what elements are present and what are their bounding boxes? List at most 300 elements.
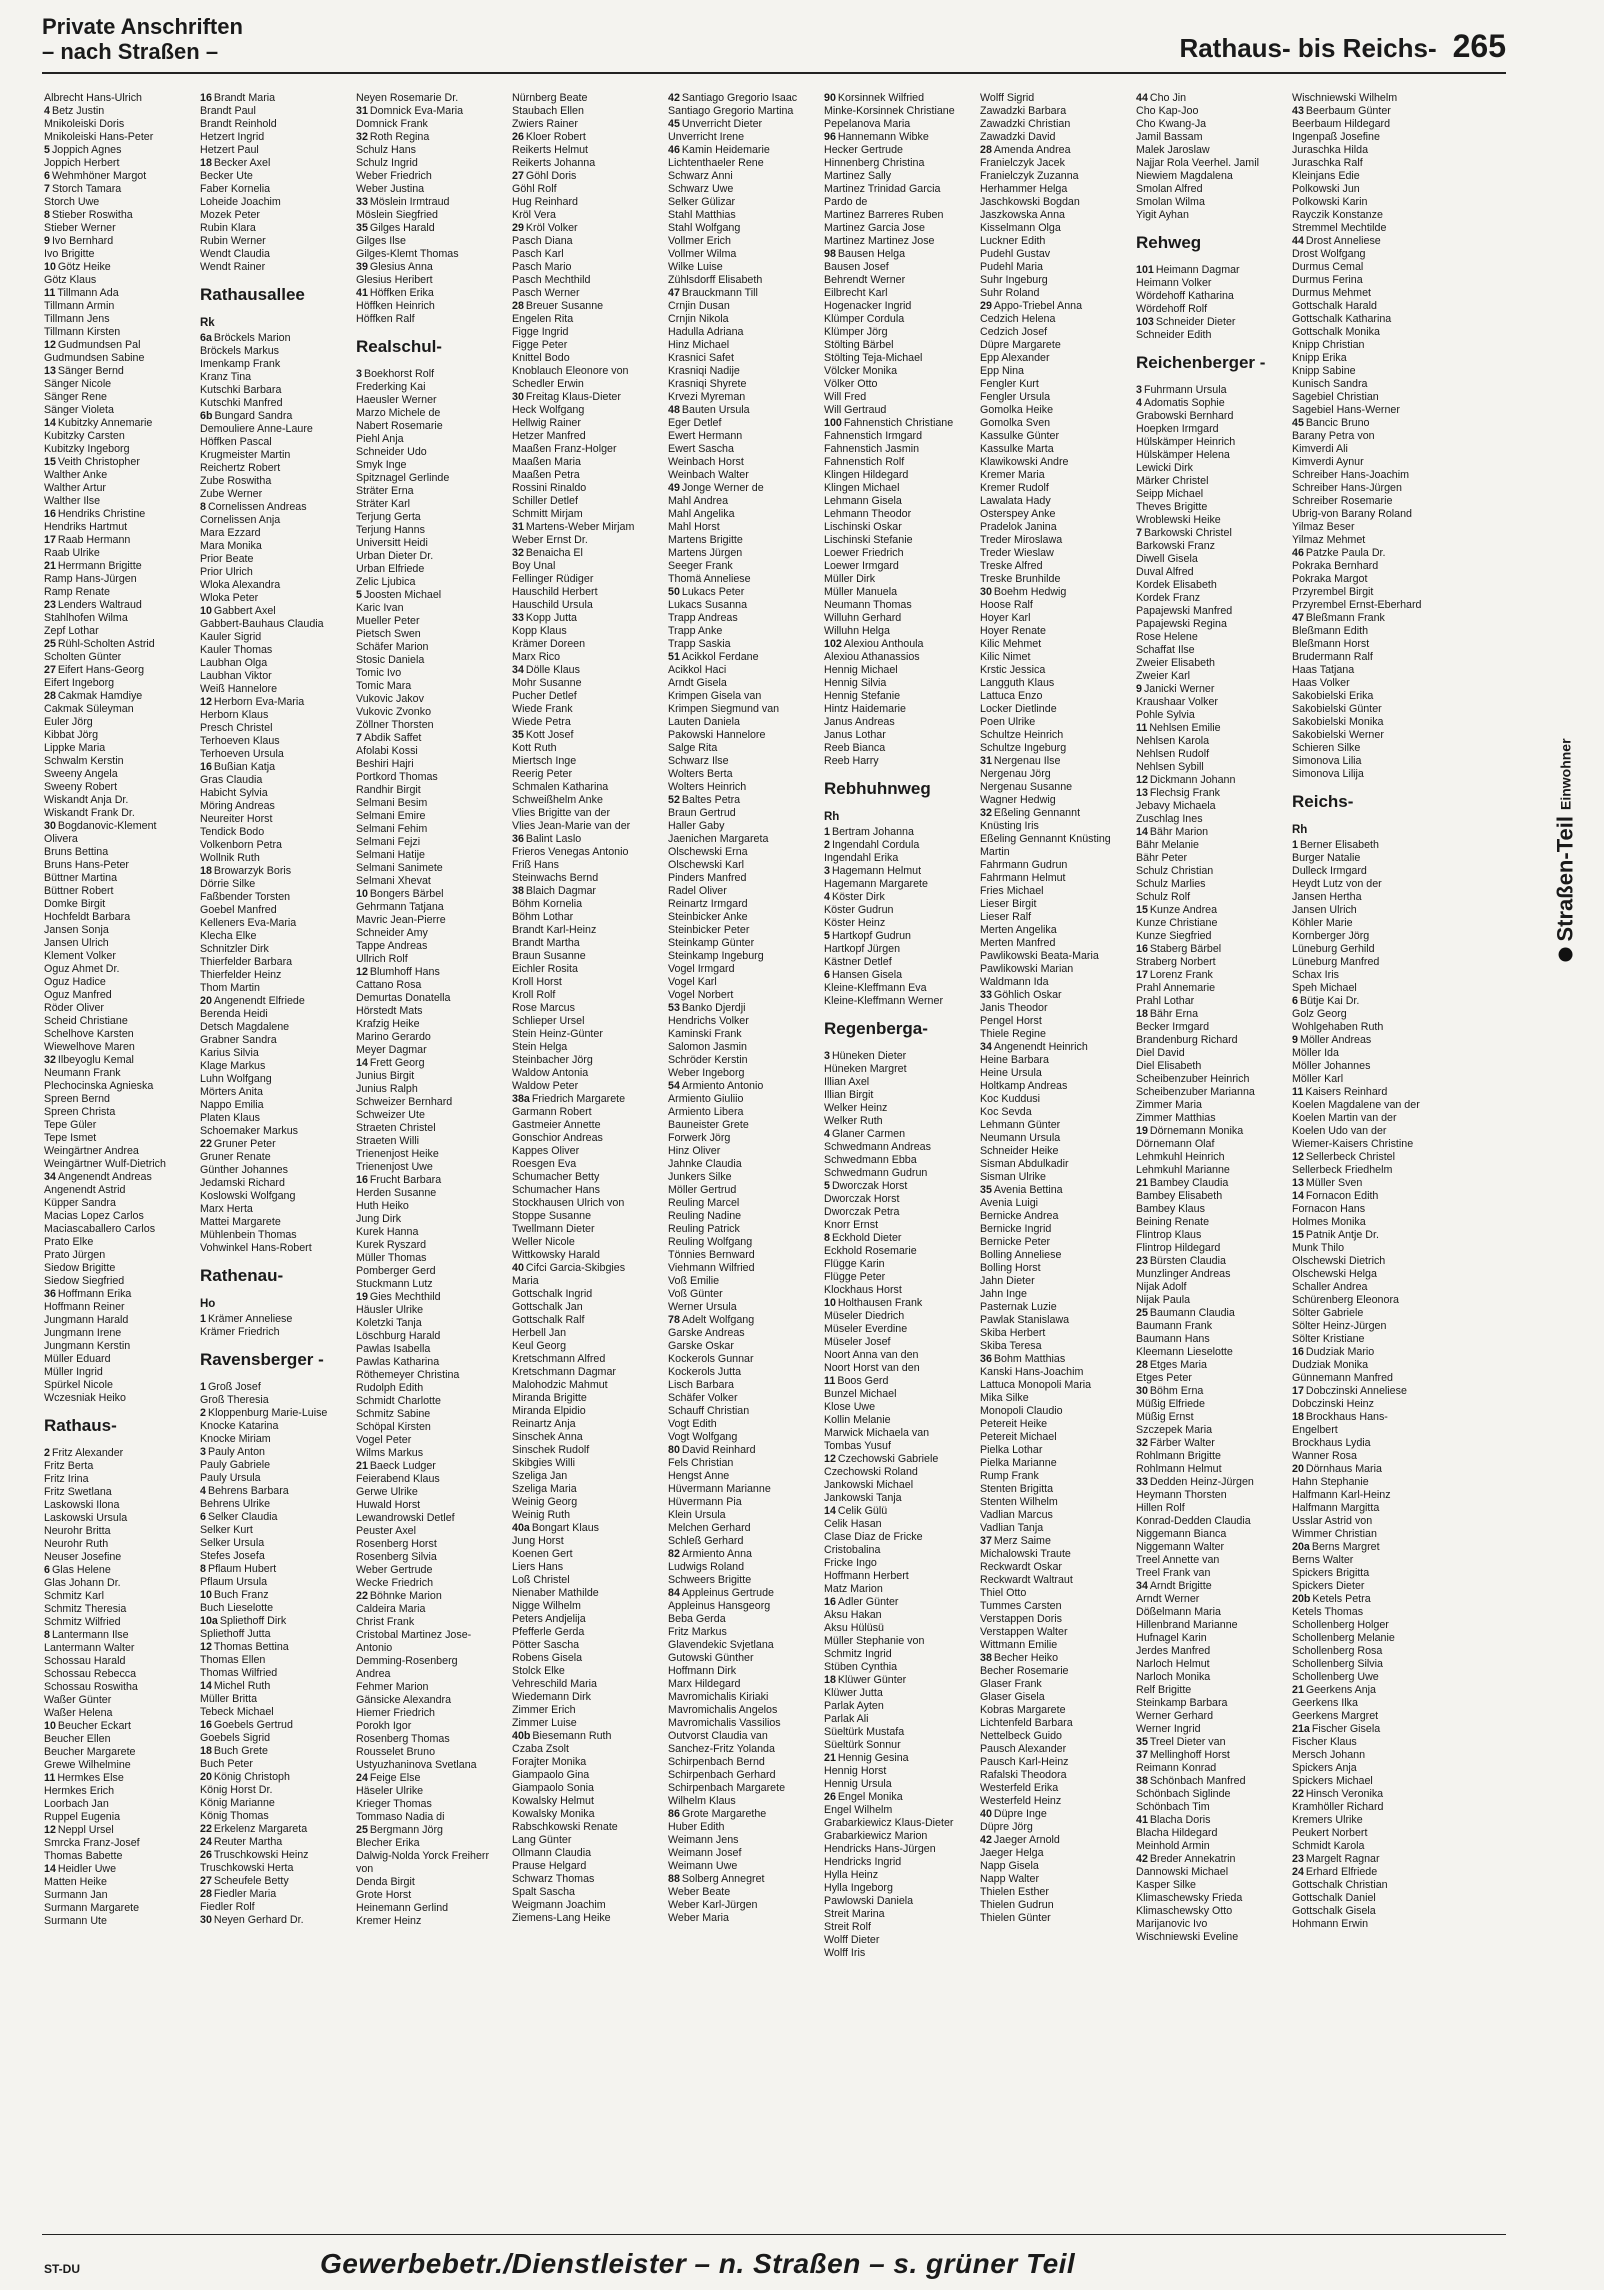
resident-name: Habicht Sylvia [200,787,268,799]
resident-entry [668,1886,820,1899]
resident-name: Oguz Manfred [44,989,112,1001]
side-label-small: Einwohner [1558,738,1575,811]
resident-name: Junius Birgit [356,1070,415,1082]
resident-name: Pasch Karl [512,248,564,260]
resident-name: Pasch Diana [512,235,573,247]
resident-name: Wendt Rainer [200,261,266,273]
resident-name: Verstappen Walter [980,1626,1068,1638]
house-number: 103 [1136,316,1154,328]
resident-name: Maaßen Petra [512,469,580,481]
resident-name: Herbell Jan [512,1327,567,1339]
house-number: 40 [980,1808,992,1820]
resident-name: Treel Annette van [1136,1554,1220,1566]
resident-entry [44,417,196,430]
resident-entry [824,865,976,878]
resident-name: Usslar Astrid von [1292,1515,1373,1527]
resident-entry [824,1830,976,1843]
resident-entry [980,1782,1132,1795]
resident-name: Kurek Ryszard [356,1239,427,1251]
resident-entry [980,521,1132,534]
resident-entry [668,1756,820,1769]
resident-entry [668,391,820,404]
resident-name: Niewiem Magdalena [1136,170,1233,182]
resident-name: Grote Horst [356,1889,412,1901]
house-number: 37 [1136,1749,1148,1761]
resident-name: Heymann Thorsten [1136,1489,1227,1501]
resident-entry [980,326,1132,339]
resident-name: Bernicke Ingrid [980,1223,1052,1235]
house-number: 5 [44,144,50,156]
house-number: 14 [1136,826,1148,838]
resident-name: Trienenjost Uwe [356,1161,433,1173]
resident-name: Kott Josef [525,729,574,741]
header-title-line2: – nach Straßen – [42,39,219,64]
resident-entry [512,976,664,989]
resident-entry [1136,969,1288,982]
resident-entry [1136,514,1288,527]
resident-entry [512,1106,664,1119]
resident-entry [1292,716,1440,729]
resident-entry [356,1785,508,1798]
resident-name: Kappes Oliver [512,1145,580,1157]
resident-name: Kunisch Sandra [1292,378,1368,390]
resident-name: Brudermann Ralf [1292,651,1373,663]
resident-name: Berns Margret [1311,1541,1380,1553]
resident-entry [200,878,352,891]
resident-entry [44,1746,196,1759]
resident-name: Lüneburg Gerhild [1292,943,1375,955]
resident-entry [668,1860,820,1873]
resident-entry [356,589,508,602]
resident-entry [356,563,508,576]
house-number: 38 [1136,1775,1148,1787]
resident-name: Maria [512,1275,539,1287]
resident-name: Feierabend Klaus [356,1473,440,1485]
resident-name: Banko Djerdji [681,1002,746,1014]
house-number: 14 [44,1863,56,1875]
house-number: 12 [1136,774,1148,786]
resident-entry [1292,560,1440,573]
resident-name: Ketels Thomas [1292,1606,1364,1618]
resident-entry [356,144,508,157]
resident-entry [512,898,664,911]
house-number: 88 [668,1873,680,1885]
resident-name: Schmidt Karola [1292,1840,1365,1852]
resident-name: Kröl Volker [525,222,578,234]
resident-entry [1292,943,1440,956]
resident-entry [668,768,820,781]
resident-name: Jansen Ulrich [1292,904,1357,916]
house-number: 6a [200,332,212,344]
resident-entry [1136,631,1288,644]
resident-entry [512,248,664,261]
resident-name: Weber Beate [668,1886,731,1898]
resident-name: Durmus Mehmet [1292,287,1371,299]
resident-entry [980,313,1132,326]
resident-entry [44,937,196,950]
resident-name: Herhammer Helga [980,183,1068,195]
house-number: 17 [1136,969,1148,981]
resident-entry [1136,1112,1288,1125]
resident-name: Sagebiel Christian [1292,391,1379,403]
resident-name: Kilic Nimet [980,651,1031,663]
resident-name: Gudmundsen Sabine [44,352,145,364]
resident-name: Prahl Lothar [1136,995,1195,1007]
resident-entry [512,313,664,326]
resident-name: Möslein Irmtraud [369,196,450,208]
resident-entry [824,625,976,638]
resident-name: Eger Detlef [668,417,722,429]
resident-entry [200,1203,352,1216]
resident-entry [512,1899,664,1912]
resident-entry [980,1678,1132,1691]
resident-name: Kubitzky Ingeborg [44,443,130,455]
resident-entry [356,1018,508,1031]
resident-name: Höffken Ralf [356,313,415,325]
resident-entry [1136,436,1288,449]
resident-name: Hagemann Margarete [824,878,928,890]
resident-entry [980,1496,1132,1509]
resident-name: Boehm Hedwig [993,586,1067,598]
resident-entry [512,1509,664,1522]
resident-name: Reckwardt Waltraut [980,1574,1073,1586]
house-number: 36 [512,833,524,845]
resident-entry [668,1665,820,1678]
resident-entry [668,170,820,183]
resident-name: Wördehoff Rolf [1136,303,1208,315]
resident-entry [512,989,664,1002]
resident-entry [1136,1931,1288,1944]
resident-name: Lehmkuhl Marianne [1136,1164,1230,1176]
resident-entry [512,365,664,378]
resident-name: Appleinus Gertrude [681,1587,774,1599]
resident-name: Schossau Harald [44,1655,126,1667]
resident-name: Erhard Elfriede [1305,1866,1378,1878]
resident-name: Hendricks Ingrid [824,1856,902,1868]
resident-name: Trienenjost Heike [356,1148,439,1160]
house-number: 22 [356,1590,368,1602]
resident-name: Weber Ingeborg [668,1067,745,1079]
resident-name: Zimmer Matthias [1136,1112,1216,1124]
resident-name: Reikerts Johanna [512,157,596,169]
resident-entry [980,183,1132,196]
resident-name: Beining Renate [1136,1216,1210,1228]
house-number: 23 [1292,1853,1304,1865]
resident-name: Hennig Ursula [824,1778,892,1790]
resident-entry [44,1002,196,1015]
resident-name: Theves Brigitte [1136,501,1208,513]
resident-name: Boos Gerd [837,1375,889,1387]
resident-name: Schmitz Wilfried [44,1616,121,1628]
resident-entry [1136,748,1288,761]
house-number: 6b [200,410,213,422]
resident-entry [668,222,820,235]
resident-name: Platen Klaus [200,1112,261,1124]
resident-entry [512,1912,664,1925]
resident-name: Düpre Margarete [980,339,1061,351]
resident-entry [200,1901,352,1914]
house-number: 96 [824,131,836,143]
resident-entry [668,1626,820,1639]
resident-name: Feige Else [369,1772,421,1784]
resident-entry [824,586,976,599]
resident-entry [824,430,976,443]
resident-name: Golz Georg [1292,1008,1347,1020]
resident-name: Knipp Christian [1292,339,1365,351]
resident-name: Salomon Jasmin [668,1041,748,1053]
resident-name: Lehmann Gisela [824,495,902,507]
resident-entry [980,222,1132,235]
resident-entry [512,1574,664,1587]
resident-entry [1136,449,1288,462]
resident-entry [44,170,196,183]
resident-name: Balint Laslo [525,833,582,845]
resident-entry [356,196,508,209]
resident-name: Vlies Brigitte van der [512,807,611,819]
resident-entry [200,1719,352,1732]
house-number: 24 [356,1772,368,1784]
resident-name: Engelbert [1292,1424,1338,1436]
resident-name: Schauff Christian [668,1405,750,1417]
resident-entry [668,573,820,586]
resident-name: Browarzyk Boris [213,865,292,877]
resident-name: Olschewski Helga [1292,1268,1377,1280]
resident-entry [1292,92,1440,105]
resident-name: Gehrmann Tatjana [356,901,444,913]
resident-entry [824,521,976,534]
resident-name: Weber Justina [356,183,425,195]
resident-name: Holthausen Frank [837,1297,923,1309]
resident-entry [1136,540,1288,553]
resident-entry [1136,1086,1288,1099]
resident-name: Stüben Cynthia [824,1661,898,1673]
resident-entry [356,1499,508,1512]
resident-entry [1136,800,1288,813]
resident-name: Sagebiel Hans-Werner [1292,404,1400,416]
resident-entry [44,703,196,716]
resident-name: Krämer Friedrich [200,1326,280,1338]
resident-name: Wollnik Ruth [200,852,260,864]
resident-entry [44,469,196,482]
resident-name: Dworczak Horst [831,1180,908,1192]
resident-entry [980,833,1132,846]
resident-entry [44,1080,196,1093]
resident-entry [824,826,976,839]
house-number: 54 [668,1080,680,1092]
resident-name: Kleemann Lieselotte [1136,1346,1233,1358]
resident-name: Schreiber Hans-Joachim [1292,469,1410,481]
resident-name: Jaszkowska Anna [980,209,1065,221]
resident-name: Thierfelder Heinz [200,969,282,981]
resident-name: Glaser Gisela [980,1691,1045,1703]
resident-entry [1136,917,1288,930]
resident-name: Schollenberg Uwe [1292,1671,1379,1683]
resident-entry [512,1886,664,1899]
resident-entry [824,1661,976,1674]
resident-name: Scholten Günter [44,651,122,663]
resident-entry [1292,1775,1440,1788]
resident-name: Weinig Ruth [512,1509,571,1521]
resident-name: Munk Thilo [1292,1242,1345,1254]
resident-name: Terjung Gerta [356,511,421,523]
house-number: 21 [1292,1684,1304,1696]
resident-entry [1292,1866,1440,1879]
resident-entry [356,1083,508,1096]
resident-name: Piehl Anja [356,433,404,445]
resident-name: Vogt Edith [668,1418,717,1430]
resident-name: König Thomas [200,1810,269,1822]
resident-name: Janus Lothar [824,729,886,741]
resident-entry [512,1002,664,1015]
resident-name: Pawlowski Daniela [824,1895,914,1907]
resident-name: Stölting Teja-Michael [824,352,923,364]
resident-entry [668,1171,820,1184]
resident-name: Müller Thomas [356,1252,427,1264]
resident-name: Maaßen Franz-Holger [512,443,617,455]
resident-entry [824,1531,976,1544]
resident-entry [980,976,1132,989]
resident-name: Demurtas Donatella [356,992,451,1004]
resident-name: Fellinger Rüdiger [512,573,594,585]
resident-entry [824,1544,976,1557]
resident-entry [44,1629,196,1642]
directory-column [44,92,196,2218]
footer-banner: Gewerbebetr./Dienstleister – n. Straßen – s. grüner Teil [320,2248,1076,2279]
house-number: 13 [1136,787,1148,799]
resident-entry [200,1125,352,1138]
resident-entry [356,641,508,654]
resident-entry [824,560,976,573]
resident-entry [356,1226,508,1239]
resident-name: Kopp Jutta [525,612,577,624]
resident-entry [980,105,1132,118]
house-number: 18 [1292,1411,1304,1423]
resident-entry [512,443,664,456]
resident-name: Halfmann Karl-Heinz [1292,1489,1391,1501]
resident-name: Papajewski Manfred [1136,605,1233,617]
house-number: 2 [824,839,830,851]
resident-name: Bogdanovic-Klement [57,820,157,832]
resident-entry [668,1041,820,1054]
resident-name: Mahl Andrea [668,495,729,507]
resident-entry [668,1158,820,1171]
resident-entry [356,1668,508,1681]
resident-name: Acikkol Haci [668,664,727,676]
resident-name: Wczesniak Heiko [44,1392,126,1404]
resident-entry [980,586,1132,599]
resident-name: Cattano Rosa [356,979,422,991]
resident-entry [980,1262,1132,1275]
resident-entry [1136,118,1288,131]
resident-entry [1136,774,1288,787]
resident-entry [356,1265,508,1278]
resident-entry [1292,170,1440,183]
house-number: 8 [44,209,50,221]
resident-entry [44,1863,196,1876]
resident-entry [1136,1398,1288,1411]
resident-entry [980,1626,1132,1639]
resident-entry [512,222,664,235]
resident-name: Pielka Marianne [980,1457,1057,1469]
resident-entry [356,1109,508,1122]
resident-name: Lewicki Dirk [1136,462,1194,474]
resident-entry [200,969,352,982]
resident-entry [512,677,664,690]
resident-name: Wiskandt Frank Dr. [44,807,135,819]
resident-name: Steinbicker Anke [668,911,748,923]
house-number: 18 [200,157,212,169]
resident-name: Pengel Horst [980,1015,1042,1027]
resident-entry [44,963,196,976]
resident-entry [668,1366,820,1379]
resident-entry [1292,1047,1440,1060]
resident-entry [824,1102,976,1115]
resident-entry [668,196,820,209]
resident-entry [1136,183,1288,196]
resident-entry [512,235,664,248]
resident-name: Ewert Hermann [668,430,743,442]
resident-name: Gras Claudia [200,774,263,786]
resident-name: Neureiter Horst [200,813,273,825]
resident-name: Langguth Klaus [980,677,1055,689]
resident-name: Cho Kwang-Ja [1136,118,1207,130]
resident-name: Jebavy Michaela [1136,800,1216,812]
resident-entry [980,261,1132,274]
resident-entry [1136,290,1288,303]
resident-name: Thielen Esther [980,1886,1049,1898]
resident-name: Sänger Violeta [44,404,114,416]
resident-name: Vogel Peter [356,1434,412,1446]
resident-entry [44,521,196,534]
resident-name: Rousselet Bruno [356,1746,436,1758]
resident-entry [1292,1112,1440,1125]
resident-entry [824,1245,976,1258]
resident-entry [1136,1333,1288,1346]
resident-entry [1292,144,1440,157]
resident-name: Müseler Diedrich [824,1310,905,1322]
resident-name: Martens Jürgen [668,547,743,559]
resident-entry [356,940,508,953]
resident-name: Michel Ruth [213,1680,271,1692]
resident-name: Eßeling Gennannt Knüsting [980,833,1111,845]
house-number: 16 [824,1596,836,1608]
resident-entry [512,599,664,612]
resident-entry [512,456,664,469]
resident-name: Gilges Ilse [356,235,406,247]
resident-name: Grote Margarethe [681,1808,767,1820]
resident-entry [1136,709,1288,722]
resident-entry [980,131,1132,144]
resident-entry [512,1782,664,1795]
resident-name: Garske Andreas [668,1327,745,1339]
resident-name: Junius Ralph [356,1083,418,1095]
house-number: 10 [824,1297,836,1309]
resident-name: Berenda Heidi [200,1008,268,1020]
resident-entry [44,573,196,586]
resident-name: Möller Andreas [1299,1034,1372,1046]
resident-entry [668,1795,820,1808]
resident-entry [1136,1710,1288,1723]
resident-name: Frederking Kai [356,381,426,393]
resident-name: Martinez Trinidad Garcia [824,183,941,195]
resident-name: Böhm Lothar [512,911,574,923]
resident-entry [512,833,664,846]
resident-entry [668,1821,820,1834]
resident-name: Trapp Anke [668,625,723,637]
resident-name: Wolff Iris [824,1947,866,1959]
house-number: 90 [824,92,836,104]
resident-name: Bähr Peter [1136,852,1188,864]
